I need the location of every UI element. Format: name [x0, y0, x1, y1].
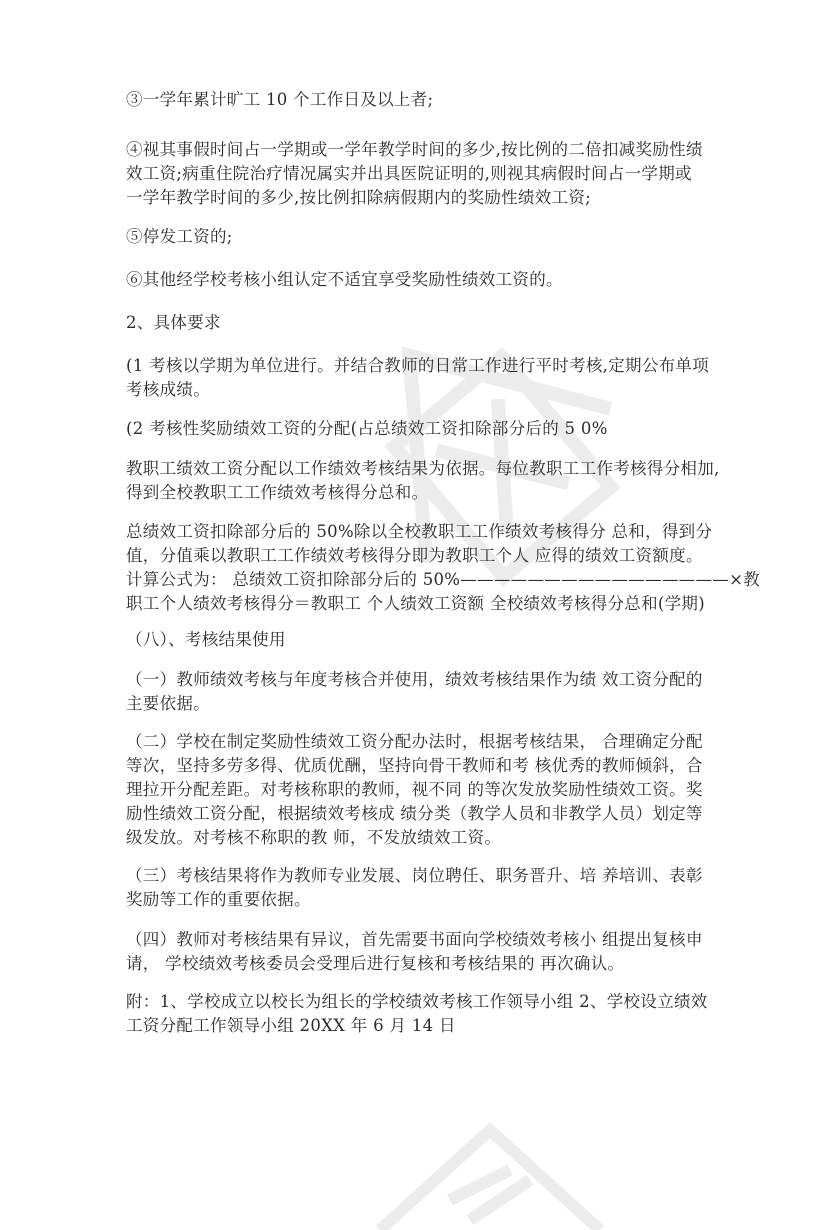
usage-item-1: （一）教师绩效考核与年度考核合并使用，绩效考核结果作为绩 效工资分配的 主要依据。: [126, 670, 703, 713]
usage-item-2: （二）学校在制定奖励性绩效工资分配办法时，根据考核结果， 合理确定分配 等次，坚持多劳多得、优质优酬，坚持向骨干教师和考 核优秀的教师倾斜，合 理拉开分配差距。对考核称职的教师，视不同 的等次发放奖励性绩效工资。奖 励性绩效工资分配，根据绩效考核成 绩分类（教学人员和非教学人员）划定等 级发放。对考核不称职的教 师，不发放绩效工资。: [126, 732, 703, 847]
list-item-leave-deduction: ④视其事假时间占一学期或一学年教学时间的多少,按比例的二倍扣减奖励性绩 效工资;病重住院治疗情况属实并出具医院证明的,则视其病假时间占一学期或 一学年教学时间的多少,按比例扣除病假期内的奖励性绩效工资;: [126, 140, 703, 207]
usage-item-3: （三）考核结果将作为教师专业发展、岗位聘任、职务晋升、培 养培训、表彰 奖励等工作的重要依据。: [126, 866, 703, 909]
list-item-other: ⑥其他经学校考核小组认定不适宜享受奖励性绩效工资的。: [126, 270, 563, 289]
requirement-2: (2 考核性奖励绩效工资的分配(占总绩效工资扣除部分后的 5 0%: [126, 419, 608, 438]
section-heading-result-usage: （八）、考核结果使用: [126, 630, 286, 649]
watermark-logo-icon: [360, 1110, 620, 1230]
list-item-absence: ③一学年累计旷工 10 个工作日及以上者;: [126, 90, 434, 109]
usage-item-4: （四）教师对考核结果有异议，首先需要书面向学校绩效考核小 组提出复核申 请， 学校绩效考核委员会受理后进行复核和考核结果的 再次确认。: [126, 930, 703, 973]
requirement-1: (1 考核以学期为单位进行。并结合教师的日常工作进行平时考核,定期公布单项 考核成绩。: [126, 356, 710, 399]
list-item-suspended-salary: ⑤停发工资的;: [126, 227, 233, 246]
section-heading-requirements: 2、具体要求: [126, 313, 221, 332]
appendix-note: 附：1、学校成立以校长为组长的学校绩效考核工作领导小组 2、学校设立绩效 工资分配工作领导小组 20XX 年 6 月 14 日: [126, 992, 708, 1035]
calculation-formula: 总绩效工资扣除部分后的 50%除以全校教职工工作绩效考核得分 总和，得到分 值，分值乘以教职工工作绩效考核得分即为教职工个人 应得的绩效工资额度。 计算公式为： 总绩效工资扣除部分后的 50%————————————————×教 职工个人绩效考核得分＝教职工 个人绩效工资额 全校绩效考核得分总和(学期): [126, 522, 760, 613]
distribution-basis: 教职工绩效工资分配以工作绩效考核结果为依据。每位教职工工作考核得分相加, 得到全校教职工工作绩效考核得分总和。: [126, 459, 720, 502]
